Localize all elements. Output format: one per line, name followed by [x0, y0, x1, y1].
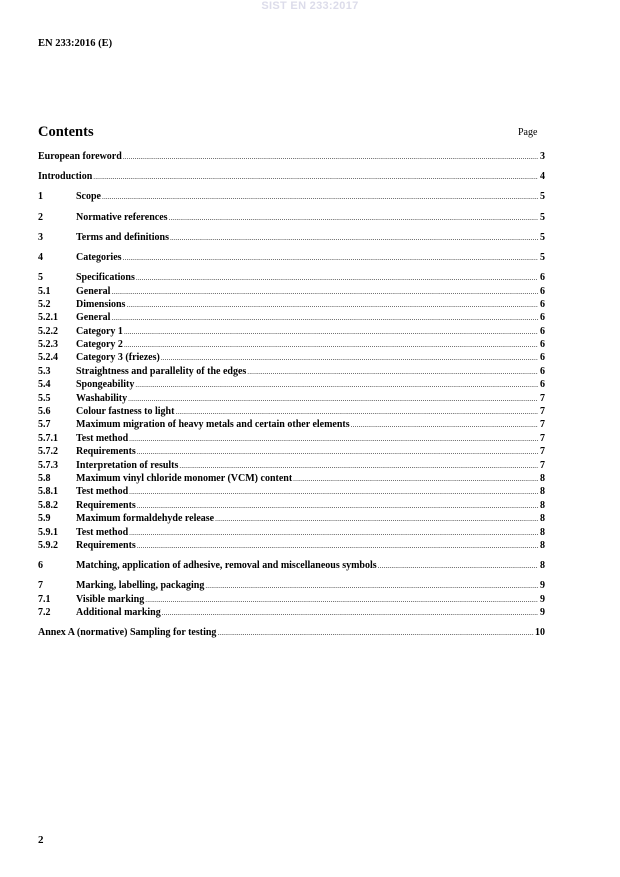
toc-entry-page: 5	[540, 231, 545, 243]
toc-entry-title: Annex A (normative) Sampling for testing	[38, 627, 217, 639]
dot-leader	[128, 393, 538, 406]
dot-leader	[179, 460, 538, 473]
toc-entry-title: Category 2	[76, 339, 123, 351]
toc-entry-number: 7.2	[38, 607, 51, 619]
page-number: 2	[38, 834, 44, 846]
toc-entry-number: 5.2.2	[38, 325, 58, 337]
toc-entry-number: 5.7.1	[38, 432, 58, 444]
dot-leader	[137, 500, 538, 513]
dot-leader	[351, 419, 538, 432]
toc-entry-title: Category 3 (friezes)	[76, 352, 160, 364]
toc-entry[interactable]	[38, 285, 545, 298]
dot-leader	[247, 366, 538, 379]
dot-leader	[124, 339, 538, 352]
toc-entry-page: 8	[540, 499, 545, 511]
toc-entry[interactable]	[38, 472, 545, 485]
toc-entry-page: 6	[540, 325, 545, 337]
toc-entry-number: 5.1	[38, 285, 51, 297]
toc-entry-title: Terms and definitions	[76, 231, 169, 243]
toc-entry-number: 5.2.3	[38, 339, 58, 351]
toc-entry-page: 9	[540, 607, 545, 619]
toc-entry[interactable]	[38, 579, 545, 592]
toc-entry-number: 5.7.2	[38, 446, 58, 458]
dot-leader	[205, 580, 538, 593]
toc-entry[interactable]	[38, 559, 545, 572]
dot-leader	[293, 473, 538, 486]
toc-entry-page: 8	[540, 560, 545, 572]
toc-entry-number: 4	[38, 251, 43, 263]
toc-entry-number: 7	[38, 580, 43, 592]
dot-leader	[129, 433, 538, 446]
toc-entry-title: Test method	[76, 432, 129, 444]
toc-entry[interactable]	[38, 432, 545, 445]
toc-entry-number: 6	[38, 560, 43, 572]
toc-entry-title: Matching, application of adhesive, removal and miscellaneous symbols	[76, 560, 377, 572]
toc-entry[interactable]	[38, 512, 545, 525]
dot-leader	[135, 379, 538, 392]
toc-entry[interactable]	[38, 626, 545, 639]
toc-entry-page: 7	[540, 406, 545, 418]
page-column-label: Page	[518, 127, 538, 138]
dot-leader	[136, 272, 538, 285]
toc-entry[interactable]	[38, 365, 545, 378]
toc-entry-title: Colour fastness to light	[76, 406, 175, 418]
toc-entry-page: 7	[540, 446, 545, 458]
toc-entry[interactable]	[38, 211, 545, 224]
toc-entry-number: 5.5	[38, 392, 51, 404]
toc-entry-number: 5.9.1	[38, 526, 58, 538]
toc-entry-number: 5.2	[38, 298, 51, 310]
dot-leader	[217, 627, 534, 640]
toc-entry-title: Washability	[76, 392, 128, 404]
toc-entry-page: 7	[540, 419, 545, 431]
toc-entry-title: Test method	[76, 486, 129, 498]
toc-entry-number: 5.8.2	[38, 499, 58, 511]
toc-entry-title: Interpretation of results	[76, 459, 179, 471]
toc-entry-page: 6	[540, 298, 545, 310]
dot-leader	[162, 607, 538, 620]
toc-entry-page: 7	[540, 432, 545, 444]
toc-entry-title: Spongeability	[76, 379, 135, 391]
toc-entry[interactable]	[38, 539, 545, 552]
dot-leader	[137, 540, 538, 553]
dot-leader	[129, 486, 538, 499]
toc-entry-title: Maximum formaldehyde release	[76, 513, 215, 525]
toc-entry-page: 8	[540, 526, 545, 538]
toc-entry[interactable]	[38, 298, 545, 311]
toc-entry-page: 6	[540, 365, 545, 377]
toc-entry-number: 5.9	[38, 513, 51, 525]
toc-entry-title: Category 1	[76, 325, 123, 337]
toc-entry-page: 8	[540, 513, 545, 525]
toc-entry-page: 6	[540, 352, 545, 364]
dot-leader	[175, 406, 538, 419]
toc-entry-number: 5.3	[38, 365, 51, 377]
toc-entry[interactable]	[38, 606, 545, 619]
dot-leader	[215, 513, 538, 526]
toc-entry[interactable]	[38, 418, 545, 431]
watermark: SIST EN 233:2017	[261, 0, 359, 12]
table-of-contents	[38, 150, 545, 640]
dot-leader	[137, 446, 538, 459]
toc-entry-title: Maximum vinyl chloride monomer (VCM) content	[76, 472, 293, 484]
toc-entry-title: General	[76, 285, 111, 297]
dot-leader	[161, 352, 538, 365]
toc-entry-title: Normative references	[76, 211, 168, 223]
toc-entry[interactable]	[38, 526, 545, 539]
dot-leader	[145, 594, 538, 607]
toc-entry[interactable]	[38, 251, 545, 264]
toc-entry-title: Maximum migration of heavy metals and certain other elements	[76, 419, 350, 431]
toc-entry-number: 5	[38, 272, 43, 284]
toc-entry[interactable]	[38, 271, 545, 284]
dot-leader	[111, 286, 538, 299]
toc-entry-title: General	[76, 312, 111, 324]
toc-entry-page: 6	[540, 339, 545, 351]
toc-entry-page: 9	[540, 593, 545, 605]
toc-entry[interactable]	[38, 325, 545, 338]
toc-entry-page: 8	[540, 486, 545, 498]
toc-entry[interactable]	[38, 378, 545, 391]
toc-entry[interactable]	[38, 499, 545, 512]
document-id: EN 233:2016 (E)	[38, 38, 113, 49]
toc-entry-number: 7.1	[38, 593, 51, 605]
toc-entry-title: Test method	[76, 526, 129, 538]
toc-entry-page: 5	[540, 211, 545, 223]
toc-entry-title: Additional marking	[76, 607, 161, 619]
toc-entry-number: 2	[38, 211, 43, 223]
toc-entry[interactable]	[38, 338, 545, 351]
toc-entry-page: 8	[540, 539, 545, 551]
toc-entry-number: 5.7.3	[38, 459, 58, 471]
toc-entry[interactable]	[38, 445, 545, 458]
contents-heading: Contents	[38, 124, 94, 140]
dot-leader	[123, 151, 538, 164]
toc-entry-page: 7	[540, 459, 545, 471]
dot-leader	[111, 312, 538, 325]
toc-entry-title: Dimensions	[76, 298, 126, 310]
toc-entry-title: Marking, labelling, packaging	[76, 580, 205, 592]
toc-entry-number: 5.7	[38, 419, 51, 431]
toc-entry-number: 1	[38, 191, 43, 203]
dot-leader	[169, 212, 538, 225]
toc-entry-page: 6	[540, 272, 545, 284]
toc-entry-page: 4	[540, 171, 545, 183]
toc-entry[interactable]	[38, 485, 545, 498]
dot-leader	[170, 232, 538, 245]
toc-entry[interactable]	[38, 392, 545, 405]
toc-entry-title: Straightness and parallelity of the edges	[76, 365, 247, 377]
toc-entry-number: 5.8.1	[38, 486, 58, 498]
toc-entry-title: Categories	[76, 251, 122, 263]
toc-entry-page: 7	[540, 392, 545, 404]
toc-entry-page: 5	[540, 191, 545, 203]
toc-entry-title: Visible marking	[76, 593, 145, 605]
toc-entry[interactable]	[38, 459, 545, 472]
toc-entry[interactable]	[38, 311, 545, 324]
toc-entry-page: 8	[540, 472, 545, 484]
toc-entry-number: 5.9.2	[38, 539, 58, 551]
toc-entry-page: 6	[540, 379, 545, 391]
toc-entry[interactable]	[38, 405, 545, 418]
toc-entry-title: European foreword	[38, 151, 122, 162]
toc-entry-page: 6	[540, 285, 545, 297]
toc-entry-number: 5.2.1	[38, 312, 58, 324]
toc-entry[interactable]	[38, 150, 545, 163]
toc-entry-page: 5	[540, 251, 545, 263]
toc-entry-page: 3	[540, 151, 545, 162]
toc-entry-number: 5.8	[38, 472, 51, 484]
toc-entry-number: 5.2.4	[38, 352, 58, 364]
dot-leader	[378, 560, 538, 573]
toc-entry-number: 3	[38, 231, 43, 243]
toc-entry[interactable]	[38, 190, 545, 203]
toc-entry-page: 6	[540, 312, 545, 324]
toc-entry-title: Introduction	[38, 171, 93, 183]
dot-leader	[126, 299, 538, 312]
toc-entry-title: Requirements	[76, 499, 136, 511]
toc-entry[interactable]	[38, 231, 545, 244]
dot-leader	[102, 191, 538, 204]
toc-entry-number: 5.6	[38, 406, 51, 418]
toc-entry-title: Requirements	[76, 539, 136, 551]
toc-entry-page: 10	[535, 627, 545, 639]
dot-leader	[124, 326, 538, 339]
dot-leader	[93, 171, 538, 184]
toc-entry[interactable]	[38, 351, 545, 364]
toc-entry-page: 9	[540, 580, 545, 592]
dot-leader	[129, 527, 538, 540]
toc-entry[interactable]	[38, 593, 545, 606]
toc-entry-title: Specifications	[76, 272, 135, 284]
toc-entry-title: Scope	[76, 191, 101, 203]
toc-entry-number: 5.4	[38, 379, 51, 391]
toc-entry[interactable]	[38, 170, 545, 183]
dot-leader	[123, 252, 538, 265]
toc-entry-title: Requirements	[76, 446, 136, 458]
